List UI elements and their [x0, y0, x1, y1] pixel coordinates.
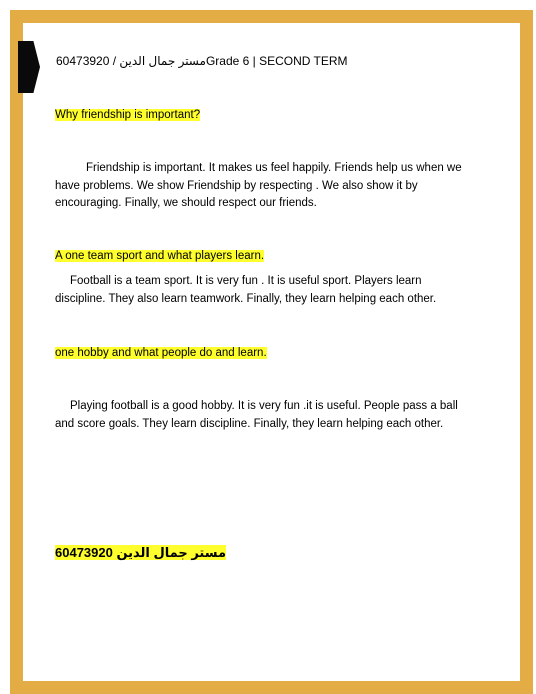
paragraph-team-sport: Football is a team sport. It is very fun . It is useful sport. Players learn discipline. They also learn teamwork. Finally, they learn helping each other. [55, 275, 437, 305]
section-heading-team-sport [55, 249, 264, 263]
page-header: 60473920 / مستر جمال الدينGrade 6 | SECOND TERM [56, 54, 348, 68]
heading-highlight: A one team sport and what players learn. [55, 250, 265, 262]
section-heading-friendship [55, 108, 200, 122]
paragraph-hobby: Playing football is a good hobby. It is very fun .it is useful. People pass a ball and score goals. They learn discipline. Finally, they learn helping each other. [55, 400, 458, 430]
paragraph-friendship: Friendship is important. It makes us feel happily. Friends help us when we have problems. We show Friendship by respecting . We also show it by encouraging. Finally, we should respect our friends. [55, 162, 462, 209]
footer-signature [55, 545, 226, 561]
signature-highlight: 60473920 مستر جمال الدين [55, 545, 227, 560]
heading-highlight: one hobby and what people do and learn. [55, 347, 267, 359]
section-heading-hobby [55, 346, 267, 360]
heading-highlight: Why friendship is important? [55, 109, 201, 121]
